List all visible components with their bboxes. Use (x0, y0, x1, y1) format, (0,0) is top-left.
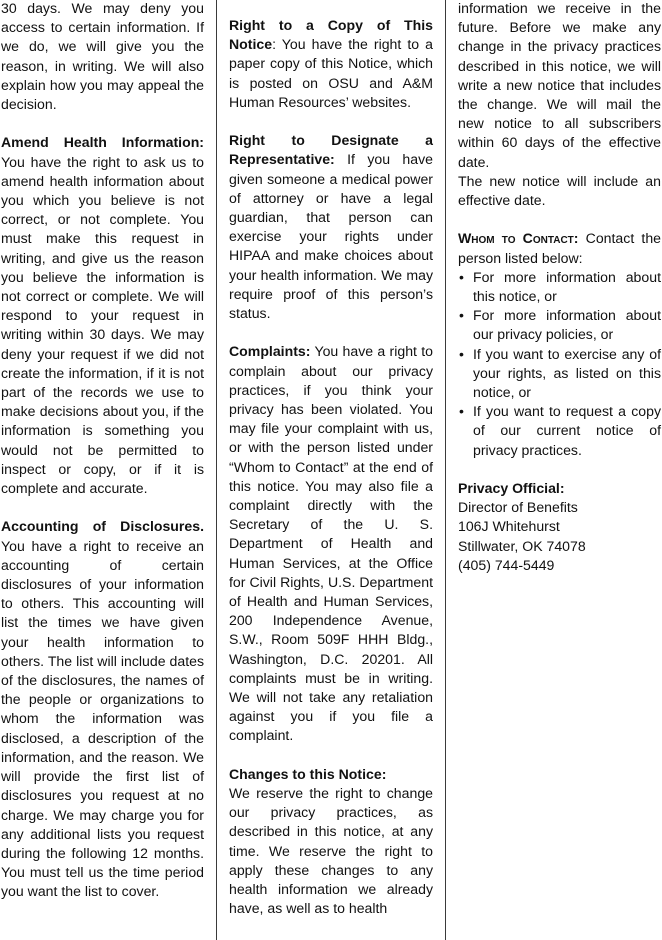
contact-reasons-list (458, 268, 661, 460)
column-left (1, 0, 204, 902)
copy-notice-text: : You have the right to a paper copy of this Notice, which is posted on OSU and A&M Human Resources’ websites. (229, 36, 433, 110)
list-item: • If you want to request a copy of our current notice of privacy practices. (458, 402, 661, 460)
representative-heading: Right to Designate a Representative: (229, 132, 433, 168)
whom-to-contact-heading: Whom to Contact: (458, 230, 579, 247)
copy-notice-section (229, 16, 433, 112)
whom-to-contact-intro-text: Contact the person listed below: (458, 230, 661, 266)
column-divider-right (445, 0, 446, 940)
representative-text: If you have given someone a medical power of attorney or have a legal guardian, that person can exercise your rights under HIPAA and make choices about your health information. We may require proof of this person’s status. (229, 151, 433, 322)
list-item: • For more information about our privacy policies, or (458, 306, 661, 344)
complaints-section (229, 342, 433, 745)
changes-section (229, 765, 433, 919)
changes-continued: information we receive in the future. Before we make any change in the privacy practices described in this notice, we will write a new notice that includes the change. We will mail the new notice to all subscribers within 60 days of the effective date. (458, 0, 661, 170)
amend-heading: Amend Health Information: (1, 134, 204, 151)
complaints-text: You have a right to complain about our privacy practices, if you think your privacy has been violated. You may file your complaint with us, or with the person listed under “Whom to Contact” at the end of this notice. You may also file a complaint directly with the Secretary of the U. S. Department of Health and Human Services, at the Office for Civil Rights, U.S. Department of Health and Human Services, 200 Independence Avenue, S.W., Room 509F HHH Bldg., Washington, D.C. 20201. All complaints must be in writing. We will not take any retaliation against you if you file a complaint. (229, 343, 433, 744)
changes-heading: Changes to this Notice: (229, 765, 387, 782)
copy-notice-heading: Right to a Copy of This Notice (229, 17, 433, 53)
list-item: • For more information about this notice, or (458, 268, 661, 306)
privacy-official-title: Director of Benefits (458, 499, 578, 516)
accounting-section (1, 517, 204, 901)
changes-text: We reserve the right to change our privacy practices, as described in this notice, at any time. We reserve the right to apply these changes to any health information we already have, as well as to health (229, 785, 433, 917)
effective-date-note: The new notice will include an effective date. (458, 172, 661, 209)
access-paragraph (1, 0, 204, 114)
column-divider-left (216, 0, 217, 940)
access-text: 30 days. We may deny you access to certain information. If we do, we will give you the reason, in writing. We will also explain how you may appeal the decision. (1, 0, 204, 113)
amend-section (1, 133, 204, 498)
column-right (458, 0, 661, 575)
address-line-1: 106J Whitehurst (458, 518, 560, 535)
address-line-2: Stillwater, OK 74078 (458, 537, 586, 554)
privacy-official-heading: Privacy Official: (458, 480, 565, 497)
list-item: • If you want to exercise any of your rights, as listed on this notice, or (458, 345, 661, 403)
accounting-text: You have a right to receive an accounting of certain disclosures of your information to others. This accounting will list the times we have given your health information to others. The list will include dates of the disclosures, the names of the people or organizations to whom the information was disclosed, a description of the information, and the reason. We will provide the first list of disclosures you request at no charge. We may charge you for any additional lists you request during the following 12 months. You must tell us the time period you want the list to cover. (1, 537, 204, 900)
column-middle (229, 16, 433, 919)
representative-section (229, 131, 433, 323)
privacy-official-section (458, 479, 661, 575)
amend-text: You have the right to ask us to amend health information about you which you believe is not correct, or not complete. You must make this request in writing, and give us the reason you believe the information is not correct or complete. We will respond to your request in writing within 30 days. We may deny your request if we did not create the information, if it is not part of the records we use to make decisions about you, if the information is something you would not be permitted to inspect or copy, or if it is complete and accurate. (1, 153, 204, 497)
whom-to-contact-intro (458, 229, 661, 267)
accounting-heading: Accounting of Disclosures. (1, 518, 204, 535)
phone-number: (405) 744-5449 (458, 556, 555, 573)
complaints-heading: Complaints: (229, 343, 311, 360)
whom-to-contact-section (458, 229, 661, 459)
